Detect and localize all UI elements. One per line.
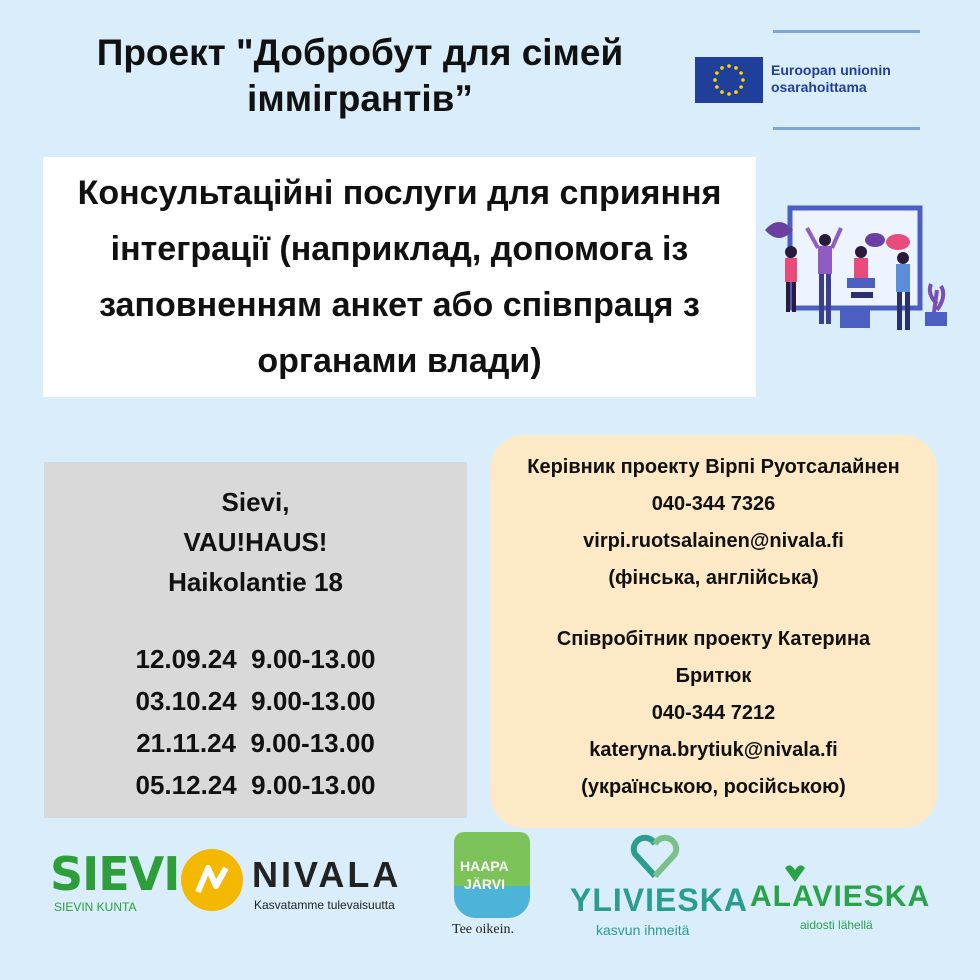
schedule-time: 9.00-13.00 bbox=[250, 728, 375, 758]
sievi-logo bbox=[50, 847, 180, 928]
manager-title: Керівник проекту Вірпі Руотсалайнен bbox=[527, 456, 900, 478]
schedule-row bbox=[44, 764, 467, 806]
eu-star-icon bbox=[727, 92, 731, 96]
eu-star-icon bbox=[715, 85, 719, 89]
eu-star-icon bbox=[727, 64, 731, 68]
alavieska-logo bbox=[750, 862, 930, 937]
people-discussion-illustration bbox=[755, 200, 955, 350]
haapajarvi-emblem bbox=[454, 832, 530, 918]
schedule-date: 05.12.24 bbox=[135, 770, 237, 800]
alavieska-logo-sub: aidosti lähellä bbox=[800, 918, 873, 932]
location-venue: VAU!HAUS! bbox=[183, 527, 328, 557]
eu-star-icon bbox=[741, 78, 745, 82]
eu-stars-icon bbox=[695, 57, 763, 103]
schedule-date: 21.11.24 bbox=[136, 728, 236, 758]
schedule-time: 9.00-13.00 bbox=[251, 686, 376, 716]
manager-languages: (фінська, англійська) bbox=[608, 567, 819, 589]
eu-text-line-2: osarahoittama bbox=[771, 79, 867, 95]
nivala-emblem-icon bbox=[180, 848, 244, 912]
sievi-logo-sub: SIEVIN KUNTA bbox=[54, 900, 137, 914]
eu-flag-icon bbox=[695, 57, 763, 103]
eu-star-icon bbox=[734, 66, 738, 70]
employee-phone[interactable]: 040-344 7212 bbox=[651, 702, 776, 724]
ylivieska-logo-sub: kasvun ihmeitä bbox=[596, 922, 690, 938]
sievi-logo-name: SIEVI bbox=[50, 847, 180, 901]
employee-languages: (українською, російською) bbox=[581, 776, 846, 798]
eu-star-icon bbox=[713, 78, 717, 82]
title-line-2: іммігрантів” bbox=[247, 78, 473, 119]
page-title bbox=[60, 30, 660, 122]
employee-title-line-2: Бритюк bbox=[675, 665, 752, 687]
ylivieska-logo bbox=[570, 830, 748, 940]
alavieska-logo-name: ALAVIESKA bbox=[750, 880, 931, 913]
eu-funding-badge bbox=[695, 30, 920, 130]
eu-text-line-1: Euroopan unionin bbox=[771, 62, 891, 78]
location-place: Sievi, bbox=[221, 487, 290, 517]
eu-star-icon bbox=[720, 90, 724, 94]
employee-title-line-1: Співробітник проекту Катерина bbox=[556, 628, 871, 650]
location-address: Haikolantie 18 bbox=[168, 567, 343, 597]
eu-star-icon bbox=[739, 85, 743, 89]
manager-email[interactable]: virpi.ruotsalainen@nivala.fi bbox=[583, 530, 844, 552]
location-schedule-panel bbox=[44, 462, 467, 818]
nivala-logo-name: NIVALA bbox=[252, 854, 402, 895]
schedule-row bbox=[44, 638, 467, 680]
eu-star-icon bbox=[720, 66, 724, 70]
schedule-row bbox=[44, 722, 467, 764]
nivala-logo bbox=[180, 848, 420, 918]
schedule-date: 12.09.24 bbox=[135, 644, 237, 674]
subtitle-panel bbox=[43, 157, 756, 397]
ylivieska-logo-name: YLIVIESKA bbox=[570, 882, 748, 918]
haapajarvi-logo-line-2: JÄRVI bbox=[464, 876, 505, 892]
haapajarvi-logo-line-1: HAAPA bbox=[460, 858, 509, 874]
eu-star-icon bbox=[734, 90, 738, 94]
employee-email[interactable]: kateryna.brytiuk@nivala.fi bbox=[589, 739, 838, 761]
schedule-list bbox=[44, 638, 467, 806]
nivala-logo-sub: Kasvatamme tulevaisuutta bbox=[254, 898, 395, 912]
schedule-time: 9.00-13.00 bbox=[251, 644, 376, 674]
manager-phone[interactable]: 040-344 7326 bbox=[651, 493, 776, 515]
haapajarvi-logo bbox=[450, 832, 535, 942]
title-line-1: Проект "Добробут для сімей bbox=[96, 32, 624, 73]
subtitle-text: Консультаційні послуги для сприяння інтеграції (наприклад, допомога із заповненням анкет або співпраця з органами влади) bbox=[77, 174, 722, 380]
badge-top-rule bbox=[773, 30, 920, 33]
schedule-row bbox=[44, 680, 467, 722]
ylivieska-emblem-icon bbox=[625, 830, 685, 880]
eu-funding-text bbox=[771, 62, 921, 96]
haapajarvi-logo-sub: Tee oikein. bbox=[452, 922, 514, 937]
badge-bottom-rule bbox=[773, 127, 920, 130]
eu-star-icon bbox=[739, 71, 743, 75]
contacts-panel bbox=[490, 435, 937, 828]
schedule-time: 9.00-13.00 bbox=[251, 770, 376, 800]
schedule-date: 03.10.24 bbox=[135, 686, 237, 716]
eu-star-icon bbox=[715, 71, 719, 75]
